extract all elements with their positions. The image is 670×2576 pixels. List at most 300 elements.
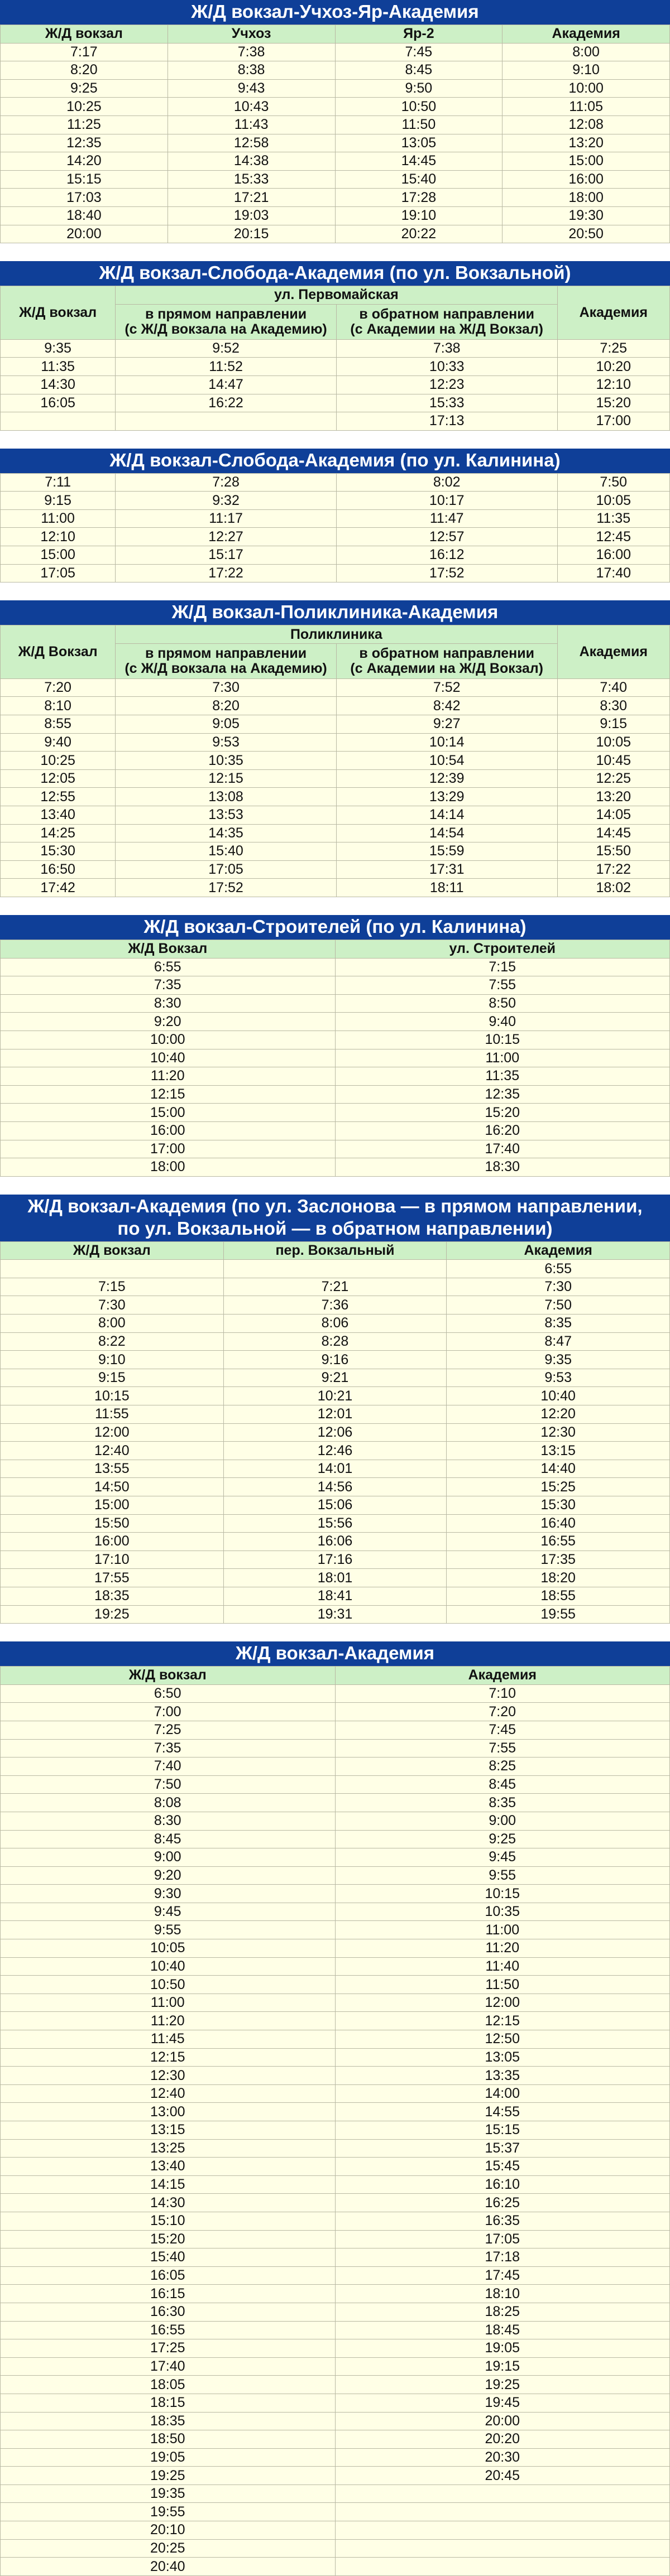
time-cell: 7:55 (335, 976, 670, 995)
time-cell: 16:05 (1, 2266, 336, 2285)
time-cell: 13:20 (557, 788, 669, 806)
time-cell: 16:22 (116, 394, 337, 412)
time-cell: 18:41 (223, 1587, 447, 1605)
column-header: Академия (335, 1667, 670, 1685)
table-row (1, 2303, 670, 2321)
time-cell: 16:00 (502, 170, 670, 189)
table-row (1, 2048, 670, 2067)
time-cell: 12:46 (223, 1442, 447, 1460)
section-sloboda-vokzalnaya (0, 261, 670, 431)
time-cell: 10:40 (1, 1957, 336, 1976)
time-cell: 7:36 (223, 1296, 447, 1315)
table-row (1, 1794, 670, 1812)
table-row (1, 2103, 670, 2121)
column-header: Яр-2 (335, 25, 502, 44)
time-cell: 12:40 (1, 1442, 224, 1460)
table-row (1, 1315, 670, 1333)
group-header: ул. Первомайская (116, 286, 557, 305)
timetable (0, 1666, 670, 2576)
column-header: пер. Вокзальный (223, 1241, 447, 1260)
table-row (1, 358, 670, 376)
time-cell: 10:43 (168, 98, 335, 116)
table-row (1, 1605, 670, 1624)
time-cell: 14:47 (116, 375, 337, 394)
time-cell: 15:33 (168, 170, 335, 189)
time-cell: 12:06 (223, 1423, 447, 1442)
time-cell: 15:40 (116, 842, 337, 861)
table-row (1, 2194, 670, 2212)
section-poliklinika (0, 600, 670, 897)
time-cell: 18:50 (1, 2430, 336, 2449)
time-cell: 9:16 (223, 1351, 447, 1369)
time-cell: 17:45 (335, 2266, 670, 2285)
time-cell: 10:35 (335, 1903, 670, 1921)
time-cell: 7:38 (336, 339, 557, 358)
table-row (1, 752, 670, 770)
time-cell: 15:00 (1, 546, 116, 565)
table-row (1, 2121, 670, 2140)
column-header: Ж/Д вокзал (1, 286, 116, 340)
table-row (1, 1369, 670, 1387)
time-cell: 8:02 (336, 473, 557, 492)
table-row (1, 1031, 670, 1049)
time-cell (223, 1260, 447, 1278)
time-cell: 7:45 (335, 1721, 670, 1739)
time-cell: 7:50 (1, 1775, 336, 1794)
time-cell: 9:10 (502, 61, 670, 80)
time-cell: 13:25 (1, 2139, 336, 2158)
time-cell: 7:30 (447, 1278, 670, 1296)
table-row (1, 2539, 670, 2558)
time-cell: 9:15 (1, 1369, 224, 1387)
table-row (1, 697, 670, 715)
time-cell: 7:30 (1, 1296, 224, 1315)
time-cell: 11:35 (335, 1067, 670, 1086)
time-cell: 9:27 (336, 715, 557, 734)
time-cell: 13:40 (1, 806, 116, 825)
table-row (1, 1921, 670, 1939)
time-cell: 12:55 (1, 788, 116, 806)
section-sloboda-kalinina (0, 449, 670, 583)
time-cell: 17:10 (1, 1551, 224, 1569)
time-cell: 17:13 (336, 412, 557, 431)
time-cell: 9:20 (1, 1013, 336, 1031)
section-title: Ж/Д вокзал-Поликлиника-Академия (0, 600, 670, 625)
time-cell: 9:00 (1, 1848, 336, 1867)
time-cell: 11:52 (116, 358, 337, 376)
time-cell: 20:40 (1, 2558, 336, 2576)
table-row (1, 339, 670, 358)
time-cell: 8:35 (447, 1315, 670, 1333)
table-row (1, 1939, 670, 1958)
table-row (1, 564, 670, 582)
time-cell: 14:05 (557, 806, 669, 825)
time-cell: 12:15 (335, 2012, 670, 2030)
time-cell: 7:30 (116, 678, 337, 697)
time-cell: 12:00 (1, 1423, 224, 1442)
time-cell: 14:00 (335, 2084, 670, 2103)
column-header: Ж/Д вокзал (1, 1667, 336, 1685)
time-cell: 12:40 (1, 2084, 336, 2103)
time-cell: 12:15 (1, 1085, 336, 1104)
time-cell: 10:15 (335, 1885, 670, 1903)
time-cell: 10:05 (557, 733, 669, 752)
time-cell: 17:18 (335, 2248, 670, 2267)
time-cell: 16:25 (335, 2194, 670, 2212)
time-cell: 8:30 (557, 697, 669, 715)
time-cell: 9:45 (1, 1903, 336, 1921)
time-cell: 8:35 (335, 1794, 670, 1812)
table-row (1, 1423, 670, 1442)
time-cell: 16:55 (447, 1533, 670, 1551)
time-cell: 10:25 (1, 98, 168, 116)
table-row (1, 2467, 670, 2485)
time-cell: 14:45 (557, 824, 669, 842)
section-title: Ж/Д вокзал-Строителей (по ул. Калинина) (0, 915, 670, 940)
direction-header: в прямом направлении (с Ж/Д вокзала на Академию) (116, 643, 337, 678)
table-row (1, 492, 670, 510)
time-cell: 12:30 (447, 1423, 670, 1442)
time-cell: 12:39 (336, 769, 557, 788)
time-cell: 16:15 (1, 2285, 336, 2303)
time-cell: 14:30 (1, 2194, 336, 2212)
table-row (1, 2503, 670, 2521)
section-zaslonova (0, 1195, 670, 1624)
section-title: Ж/Д вокзал-Академия (по ул. Заслонова — в прямом направлении, по ул. Вокзальной — в обратном направлении) (0, 1195, 670, 1241)
time-cell: 10:35 (116, 752, 337, 770)
time-cell: 17:05 (335, 2230, 670, 2248)
timetable (0, 1241, 670, 1624)
table-row (1, 1332, 670, 1351)
time-cell: 7:45 (335, 43, 502, 61)
time-cell: 10:05 (557, 492, 669, 510)
time-cell: 14:56 (223, 1478, 447, 1496)
time-cell: 20:25 (1, 2539, 336, 2558)
time-cell: 19:45 (335, 2394, 670, 2412)
time-cell: 16:55 (1, 2321, 336, 2339)
time-cell: 17:00 (1, 1140, 336, 1158)
time-cell: 20:50 (502, 225, 670, 243)
table-row (1, 1351, 670, 1369)
time-cell: 11:47 (336, 509, 557, 528)
time-cell: 13:15 (447, 1442, 670, 1460)
table-row (1, 546, 670, 565)
time-cell: 20:20 (335, 2430, 670, 2449)
time-cell: 18:55 (447, 1587, 670, 1605)
table-row (1, 2448, 670, 2467)
time-cell: 7:55 (335, 1739, 670, 1758)
time-cell: 10:15 (1, 1387, 224, 1405)
table-row (1, 2430, 670, 2449)
time-cell: 17:52 (116, 879, 337, 897)
table-row (1, 134, 670, 152)
time-cell: 18:35 (1, 1587, 224, 1605)
table-row (1, 206, 670, 225)
table-row (1, 1013, 670, 1031)
table-row (1, 678, 670, 697)
time-cell: 15:45 (335, 2158, 670, 2176)
time-cell: 8:30 (1, 994, 336, 1013)
table-row (1, 115, 670, 134)
time-cell: 10:40 (1, 1049, 336, 1067)
table-row (1, 1104, 670, 1122)
spacer (0, 897, 670, 915)
time-cell: 9:53 (447, 1369, 670, 1387)
time-cell: 9:40 (335, 1013, 670, 1031)
time-cell: 15:15 (1, 170, 168, 189)
time-cell: 9:40 (1, 733, 116, 752)
time-cell: 7:35 (1, 1739, 336, 1758)
time-cell: 19:55 (1, 2503, 336, 2521)
time-cell: 9:05 (116, 715, 337, 734)
time-cell: 14:25 (1, 824, 116, 842)
time-cell: 8:20 (116, 697, 337, 715)
time-cell: 11:50 (335, 115, 502, 134)
time-cell: 9:15 (1, 492, 116, 510)
table-row (1, 1721, 670, 1739)
table-row (1, 1551, 670, 1569)
time-cell: 15:00 (502, 152, 670, 171)
time-cell: 18:35 (1, 2412, 336, 2430)
table-row (1, 1085, 670, 1104)
table-row (1, 1703, 670, 1721)
time-cell: 9:21 (223, 1369, 447, 1387)
time-cell (335, 2521, 670, 2540)
time-cell: 12:57 (336, 528, 557, 546)
time-cell: 15:20 (335, 1104, 670, 1122)
time-cell: 19:05 (335, 2339, 670, 2358)
table-row (1, 1405, 670, 1424)
time-cell: 18:45 (335, 2321, 670, 2339)
table-row (1, 2412, 670, 2430)
time-cell: 15:40 (1, 2248, 336, 2267)
header-row (1, 25, 670, 44)
time-cell: 7:21 (223, 1278, 447, 1296)
column-header: Ж/Д Вокзал (1, 940, 336, 958)
time-cell: 7:38 (168, 43, 335, 61)
table-row (1, 1158, 670, 1177)
table-row (1, 1848, 670, 1867)
table-row (1, 2067, 670, 2085)
time-cell: 14:50 (1, 1478, 224, 1496)
time-cell: 18:15 (1, 2394, 336, 2412)
time-cell: 10:20 (557, 358, 669, 376)
time-cell: 12:30 (1, 2067, 336, 2085)
time-cell: 17:21 (168, 189, 335, 207)
time-cell: 14:54 (336, 824, 557, 842)
time-cell: 13:05 (335, 2048, 670, 2067)
time-cell: 11:20 (335, 1939, 670, 1958)
column-header: Учхоз (168, 25, 335, 44)
time-cell: 11:35 (1, 358, 116, 376)
table-row (1, 2484, 670, 2503)
time-cell: 8:55 (1, 715, 116, 734)
column-header: Ж/Д вокзал (1, 1241, 224, 1260)
time-cell: 11:00 (1, 509, 116, 528)
time-cell: 17:00 (557, 412, 669, 431)
time-cell: 8:06 (223, 1315, 447, 1333)
time-cell: 11:17 (116, 509, 337, 528)
time-cell: 12:08 (502, 115, 670, 134)
table-row (1, 1460, 670, 1478)
time-cell: 18:02 (557, 879, 669, 897)
time-cell: 17:40 (335, 1140, 670, 1158)
time-cell: 10:33 (336, 358, 557, 376)
column-header: Ж/Д вокзал (1, 25, 168, 44)
table-row (1, 1739, 670, 1758)
time-cell: 17:52 (336, 564, 557, 582)
time-cell: 8:00 (1, 1315, 224, 1333)
time-cell: 17:03 (1, 189, 168, 207)
time-cell: 7:28 (116, 473, 337, 492)
time-cell: 9:35 (447, 1351, 670, 1369)
direction-header: в прямом направлении (с Ж/Д вокзала на Академию) (116, 304, 337, 339)
table-row (1, 225, 670, 243)
table-row (1, 1278, 670, 1296)
time-cell: 16:10 (335, 2175, 670, 2194)
time-cell: 19:25 (1, 1605, 224, 1624)
table-row (1, 769, 670, 788)
time-cell (1, 1260, 224, 1278)
time-cell: 12:00 (335, 1994, 670, 2012)
table-row (1, 1994, 670, 2012)
time-cell: 17:22 (557, 860, 669, 879)
table-row (1, 2339, 670, 2358)
time-cell: 12:20 (447, 1405, 670, 1424)
table-row (1, 1140, 670, 1158)
time-cell: 9:20 (1, 1866, 336, 1885)
time-cell: 17:05 (116, 860, 337, 879)
table-row (1, 2376, 670, 2394)
time-cell: 16:05 (1, 394, 116, 412)
time-cell: 17:42 (1, 879, 116, 897)
time-cell: 7:10 (335, 1684, 670, 1703)
table-row (1, 824, 670, 842)
timetable (0, 25, 670, 243)
time-cell: 9:53 (116, 733, 337, 752)
time-cell: 15:00 (1, 1104, 336, 1122)
time-cell: 16:35 (335, 2212, 670, 2230)
table-row (1, 1296, 670, 1315)
table-row (1, 806, 670, 825)
time-cell: 13:35 (335, 2067, 670, 2085)
time-cell: 12:01 (223, 1405, 447, 1424)
time-cell: 20:22 (335, 225, 502, 243)
table-row (1, 2285, 670, 2303)
time-cell: 13:53 (116, 806, 337, 825)
time-cell: 12:58 (168, 134, 335, 152)
time-cell: 18:20 (447, 1569, 670, 1587)
time-cell: 17:31 (336, 860, 557, 879)
table-row (1, 528, 670, 546)
time-cell: 18:05 (1, 2376, 336, 2394)
time-cell: 8:38 (168, 61, 335, 80)
time-cell: 11:05 (502, 98, 670, 116)
time-cell: 18:30 (335, 1158, 670, 1177)
time-cell: 7:25 (1, 1721, 336, 1739)
time-cell: 11:50 (335, 1976, 670, 1994)
section-title: Ж/Д вокзал-Слобода-Академия (по ул. Калинина) (0, 449, 670, 473)
table-row (1, 98, 670, 116)
timetable (0, 940, 670, 1177)
time-cell: 8:22 (1, 1332, 224, 1351)
time-cell: 9:00 (335, 1812, 670, 1830)
time-cell: 19:10 (335, 206, 502, 225)
table-row (1, 1866, 670, 1885)
table-row (1, 79, 670, 98)
section-title: Ж/Д вокзал-Академия (0, 1641, 670, 1666)
time-cell: 15:30 (1, 842, 116, 861)
time-cell: 9:15 (557, 715, 669, 734)
time-cell: 17:40 (557, 564, 669, 582)
direction-header: в обратном направлении (с Академии на Ж/Д Вокзал) (336, 643, 557, 678)
table-row (1, 43, 670, 61)
header-row (1, 286, 670, 305)
table-row (1, 2394, 670, 2412)
time-cell: 14:35 (116, 824, 337, 842)
time-cell: 9:55 (335, 1866, 670, 1885)
time-cell: 14:45 (335, 152, 502, 171)
column-header: Академия (557, 625, 669, 679)
time-cell: 10:00 (1, 1031, 336, 1049)
table-row (1, 1830, 670, 1848)
time-cell: 15:10 (1, 2212, 336, 2230)
table-row (1, 715, 670, 734)
table-row (1, 2012, 670, 2030)
table-row (1, 2158, 670, 2176)
table-row (1, 1976, 670, 1994)
table-row (1, 733, 670, 752)
time-cell: 18:40 (1, 206, 168, 225)
time-cell: 15:20 (557, 394, 669, 412)
time-cell: 10:21 (223, 1387, 447, 1405)
column-header: Академия (557, 286, 669, 340)
section-title: Ж/Д вокзал-Слобода-Академия (по ул. Вокзальной) (0, 261, 670, 286)
time-cell: 11:35 (557, 509, 669, 528)
time-cell: 11:00 (335, 1921, 670, 1939)
time-cell: 15:30 (447, 1496, 670, 1515)
time-cell: 7:20 (335, 1703, 670, 1721)
time-cell: 12:27 (116, 528, 337, 546)
time-cell: 14:15 (1, 2175, 336, 2194)
table-row (1, 2357, 670, 2376)
column-header: Академия (502, 25, 670, 44)
time-cell: 16:00 (1, 1121, 336, 1140)
time-cell: 8:30 (1, 1812, 336, 1830)
spacer (0, 582, 670, 600)
time-cell: 7:25 (557, 339, 669, 358)
time-cell (335, 2503, 670, 2521)
table-row (1, 1067, 670, 1086)
spacer (0, 431, 670, 449)
table-row (1, 1387, 670, 1405)
time-cell: 9:10 (1, 1351, 224, 1369)
header-row (1, 625, 670, 644)
time-cell (1, 412, 116, 431)
time-cell: 10:15 (335, 1031, 670, 1049)
table-row (1, 1885, 670, 1903)
time-cell: 15:17 (116, 546, 337, 565)
table-row (1, 976, 670, 995)
header-row (1, 1667, 670, 1685)
table-row (1, 2248, 670, 2267)
time-cell: 16:20 (335, 1121, 670, 1140)
time-cell: 12:05 (1, 769, 116, 788)
table-row (1, 1442, 670, 1460)
table-row (1, 2084, 670, 2103)
table-row (1, 1121, 670, 1140)
table-row (1, 1260, 670, 1278)
